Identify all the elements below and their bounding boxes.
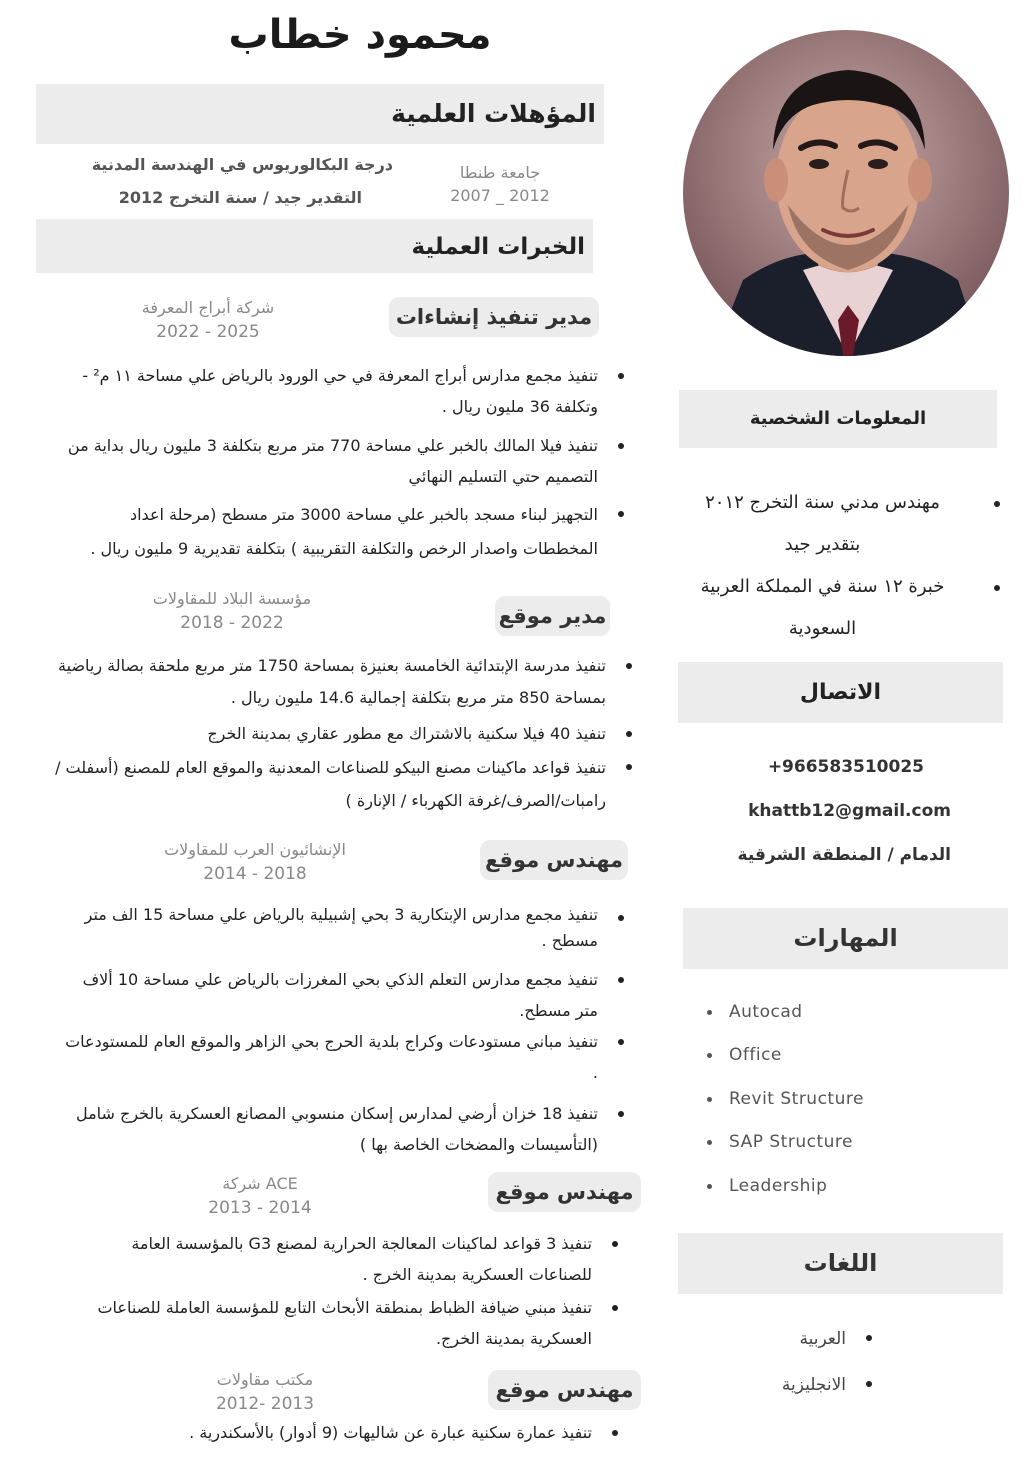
list-item: تنفيذ مدرسة الإبتدائية الخامسة بعنيزة بمساحة 1750 متر مربع ملحقة بصالة رياضية بمساحة 850 متر مربع بتكلفة إجمالية 14.6 مليون ريال .: [50, 650, 632, 714]
job-years: 2018 - 2022: [180, 613, 284, 633]
skills-heading: المهارات: [683, 908, 1008, 969]
list-item: تنفيذ 40 فيلا سكنية بالاشتراك مع مطور عقاري بمدينة الخرج: [50, 718, 632, 749]
list-item: تنفيذ مبني ضيافة الظباط بمنطقة الأبحاث التابع للمؤسسة العاملة للصناعات العسكرية بمدينة الخرج.: [80, 1292, 618, 1354]
personal-info-heading: المعلومات الشخصية: [679, 390, 997, 448]
list-item: تنفيذ مباني مستودعات وكراج بلدية الحرج بحي الزاهر والموقع العام للمستودعات .: [60, 1026, 624, 1088]
job-years: 2022 - 2025: [156, 322, 260, 342]
list-item: Revit Structure: [705, 1078, 965, 1121]
list-item: تنفيذ فيلا المالك بالخبر علي مساحة 770 متر مربع بتكلفة 3 مليون ريال بداية من التصميم حتي التسليم النهائي: [50, 430, 624, 492]
education-degree: درجة البكالوريوس في الهندسة المدنية: [91, 155, 393, 174]
languages-list: [760, 1316, 872, 1408]
list-item: تنفيذ 18 خزان أرضي لمدارس إسكان منسوبي المصانع العسكرية بالخرج شامل (التأسيسات والمضخات الخاصة بها ): [60, 1098, 624, 1160]
email-link[interactable]: khattb12@gmail.com: [748, 801, 951, 821]
list-item: Leadership: [705, 1165, 965, 1208]
list-item: تنفيذ مجمع مدارس الإبتكارية 3 بحي إشبيلية بالرياض علي مساحة 15 الف متر مسطح .: [60, 902, 624, 954]
education-grade: التقدير جيد / سنة التخرج 2012: [118, 188, 362, 207]
job-company: مكتب مقاولات: [216, 1370, 314, 1389]
job-role: مدير موقع: [495, 596, 610, 636]
job-role: مدير تنفيذ إنشاءات: [389, 297, 599, 337]
person-portrait-icon: [683, 30, 1009, 356]
list-item: تنفيذ 3 قواعد لماكينات المعالجة الحرارية لمصنع G3 بالمؤسسة العامة للصناعات العسكرية بمدينة الخرج .: [80, 1228, 618, 1290]
job-duties: [50, 360, 624, 566]
list-item: خبرة ١٢ سنة في المملكة العربية السعودية: [695, 566, 1000, 650]
list-item: Office: [705, 1034, 965, 1077]
education-heading: المؤهلات العلمية: [36, 84, 604, 144]
list-item: SAP Structure: [705, 1121, 965, 1164]
job-company: مؤسسة البلاد للمقاولات: [152, 589, 312, 608]
job-role: مهندس موقع: [480, 840, 628, 880]
job-role: مهندس موقع: [488, 1370, 641, 1410]
list-item: التجهيز لبناء مسجد بالخبر علي مساحة 3000 متر مسطح (مرحلة اعداد المخططات واصدار الرخص والتكلفة التقريبية ) بتكلفة تقديرية 9 مليون ريال .: [50, 498, 624, 566]
experience-heading: الخبرات العملية: [36, 219, 593, 273]
education-years: 2007 _ 2012: [450, 186, 550, 205]
list-item: تنفيذ قواعد ماكينات مصنع البيكو للصناعات المعدنية والموقع العام للمصنع (أسفلت /رامبات/الصرف/غرفة الكهرباء / الإنارة ): [50, 751, 632, 817]
job-years: 2012- 2013: [215, 1394, 315, 1414]
list-item: الانجليزية: [760, 1362, 872, 1408]
job-duties: [80, 1228, 618, 1354]
list-item: Autocad: [705, 991, 965, 1034]
job-company: الإنشائيون العرب للمقاولات: [164, 840, 346, 859]
skills-list: [705, 991, 965, 1208]
contact-heading: الاتصال: [678, 662, 1003, 723]
list-item: تنفيذ مجمع مدارس التعلم الذكي بحي المغرزات بالرياض علي مساحة 10 ألاف متر مسطح.: [60, 964, 624, 1026]
job-duties: [50, 650, 632, 817]
job-years: 2014 - 2018: [203, 864, 307, 884]
list-item: تنفيذ عمارة سكنية عبارة عن شاليهات (9 أدوار) بالأسكندرية .: [120, 1417, 618, 1448]
education-university: جامعة طنطا: [459, 163, 541, 182]
phone-number[interactable]: +966583510025: [767, 757, 924, 777]
job-company: شركة أبراج المعرفة: [141, 298, 275, 317]
page-title: محمود خطاب: [228, 12, 492, 58]
list-item: تنفيذ مجمع مدارس أبراج المعرفة في حي الورود بالرياض علي مساحة ١١ م² - وتكلفة 36 مليون ريال .: [50, 360, 624, 422]
job-company: شركة ACE: [222, 1174, 298, 1193]
languages-heading: اللغات: [678, 1233, 1003, 1294]
profile-photo: [683, 30, 1009, 356]
job-duties: [60, 902, 624, 1160]
job-duties: [120, 1417, 618, 1448]
personal-info-list: [695, 482, 1000, 650]
job-years: 2013 - 2014: [208, 1198, 312, 1218]
job-role: مهندس موقع: [488, 1172, 641, 1212]
list-item: العربية: [760, 1316, 872, 1362]
list-item: مهندس مدني سنة التخرج ٢٠١٢ بتقدير جيد: [695, 482, 1000, 566]
location: الدمام / المنطقة الشرقية: [737, 845, 951, 865]
